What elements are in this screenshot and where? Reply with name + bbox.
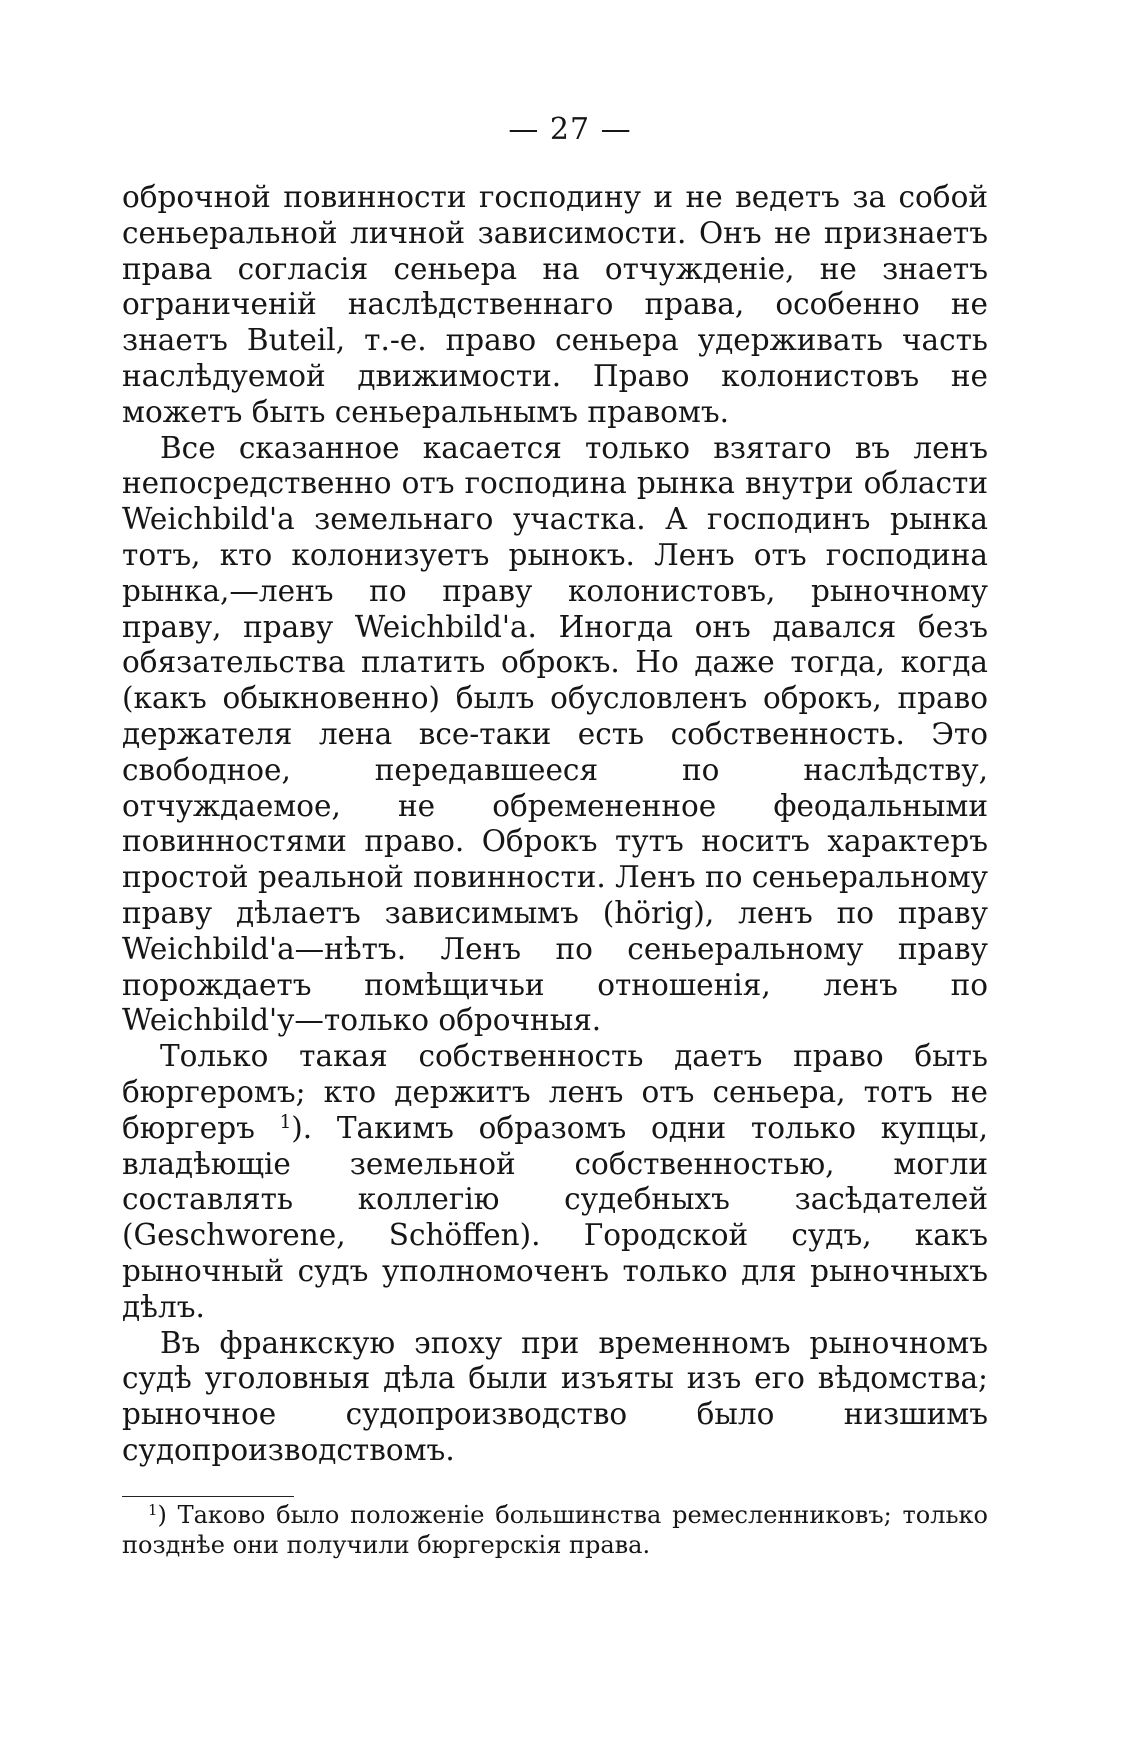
paragraph-text-after-note: ). Такимъ образомъ одни только купцы, владѣющіе земельной собственностью, могли составлять коллегію судебныхъ засѣдателей (Geschworene, Schöffen). Городской судъ, какъ рыночный судъ уполномоченъ только для рыночныхъ дѣлъ. [122,1110,988,1324]
paragraph-burgher-rights [122,1039,988,1325]
footnote-marker: 1 [148,1500,158,1519]
paragraph-text-before-note: Только такая собственность даетъ право быть бюргеромъ; кто держитъ ленъ отъ сеньера, тотъ не бюргеръ [122,1039,988,1145]
page-number: — 27 — [508,112,632,147]
footnote-reference: 1 [279,1111,292,1133]
paragraph-fief-market: Все сказанное касается только взятаго въ ленъ непосредственно отъ господина рынка внутри области Weichbild'а земельнаго участка. А господинъ рынка тотъ, кто колонизуетъ рынокъ. Ленъ отъ господина рынка,—ленъ по праву колонистовъ, рыночному праву, праву Weichbild'а. Иногда онъ давался безъ обязательства платить оброкъ. Но даже тогда, когда (какъ обыкновенно) былъ обусловленъ оброкъ, право держателя лена все-таки есть собственность. Это свободное, передавшееся по наслѣдству, отчуждаемое, не обремененное феодальными повинностями право. Оброкъ тутъ носитъ характеръ простой реальной повинности. Ленъ по сеньеральному праву дѣлаетъ зависимымъ (hörig), ленъ по праву Weichbild'а—нѣтъ. Ленъ по сеньеральному праву порождаетъ помѣщичьи отношенія, ленъ по Weichbild'у—только оброчныя. [122,430,989,1038]
footnote [122,1500,988,1560]
paragraph-continuation: оброчной повинности господину и не ведетъ за собой сеньеральной личной зависимости. Онъ не признаетъ права согласія сеньера на отчужденіе, не знаетъ ограниченій наслѣдственнаго права, особенно не знаетъ Buteil, т.-е. право сеньера удерживать часть наслѣдуемой движимости. Право колонистовъ не можетъ быть сеньеральнымъ правомъ. [122,180,988,429]
footnote-divider [122,1496,294,1497]
paragraph-frankish-epoch: Въ франкскую эпоху при временномъ рыночномъ судѣ уголовныя дѣла были изъяты изъ его вѣдомства; рыночное судопроизводство было низшимъ судопроизводствомъ. [122,1325,988,1467]
footnote-text: ) Таково было положеніе большинства ремесленниковъ; только позднѣе они получили бюргерскія права. [122,1501,988,1559]
main-text [122,180,988,1469]
